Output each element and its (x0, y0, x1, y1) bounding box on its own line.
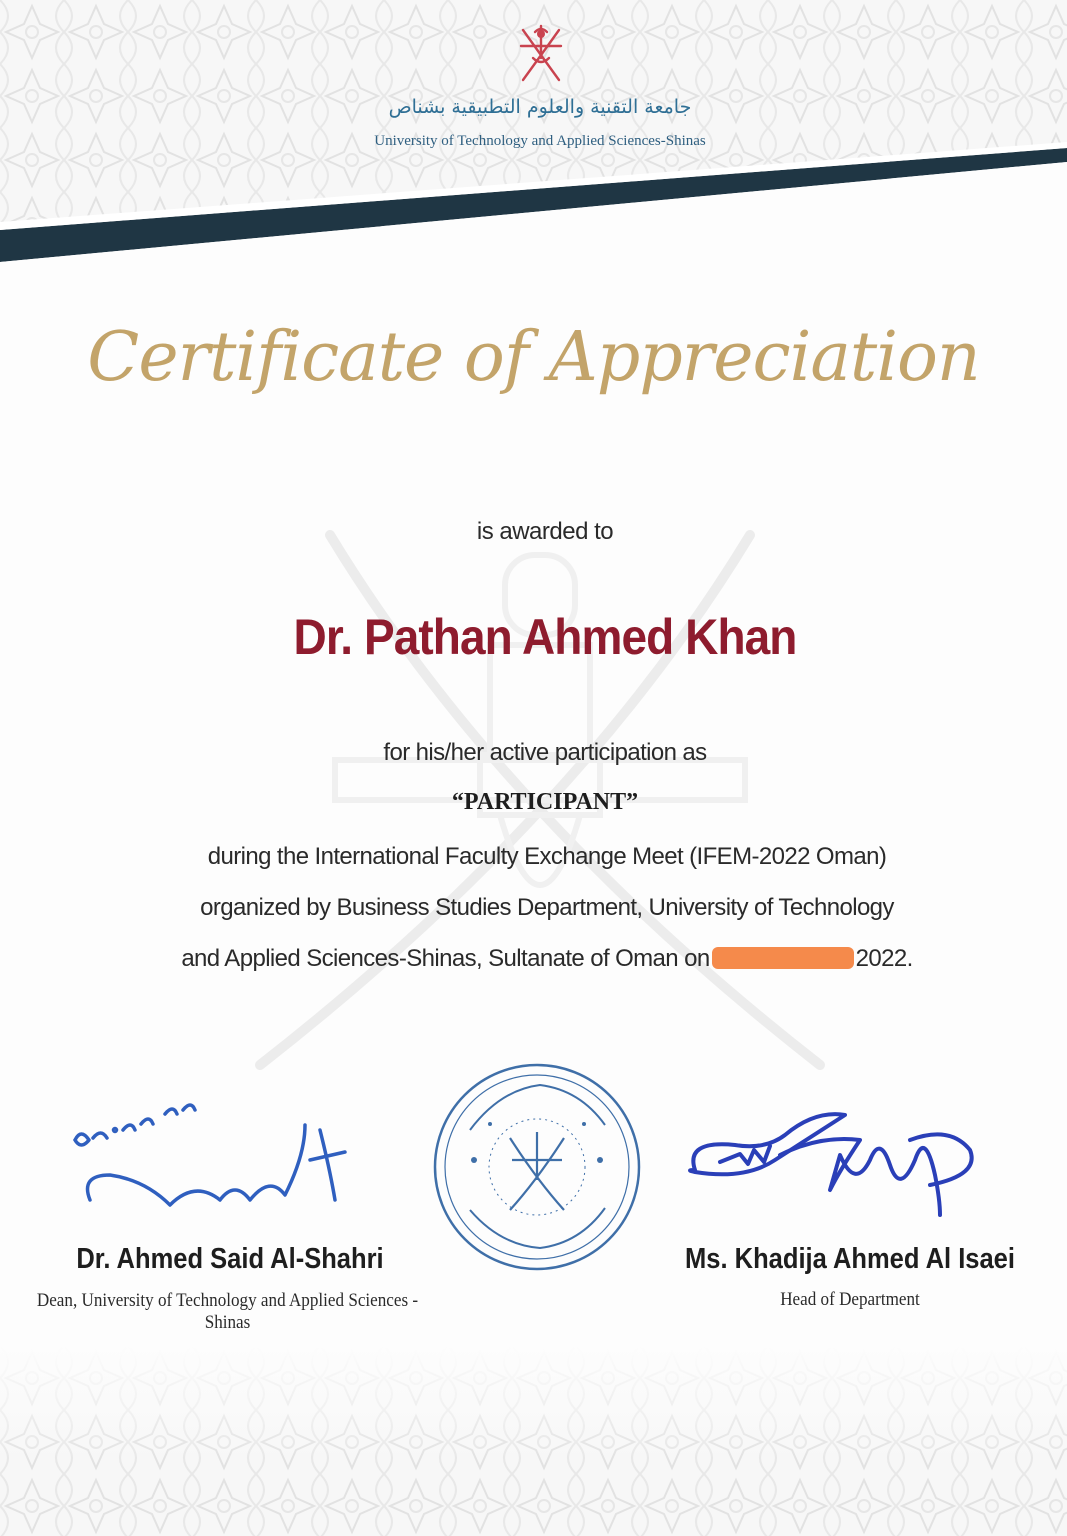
recipient-name: Dr. Pathan Ahmed Khan (293, 609, 797, 665)
body-line-3 (0, 945, 1067, 973)
oman-emblem-logo (513, 18, 569, 88)
awarded-to-text: is awarded to (476, 518, 614, 545)
university-name-arabic: جامعة التقنية والعلوم التطبيقية بشناص (388, 96, 692, 118)
dean-title: Dean, University of Technology and Applied Sciences - Shinas (36, 1290, 419, 1333)
date-redaction (712, 947, 854, 969)
hod-title: Head of Department (780, 1289, 920, 1310)
hod-signature (680, 1100, 1000, 1230)
participation-text: for his/her active participation as (383, 739, 707, 766)
body-line-3-start: and Applied Sciences-Shinas, Sultanate of Oman on (181, 945, 710, 972)
body-line-3-end: 2022. (855, 945, 913, 972)
decorative-pattern-bottom (0, 1346, 1067, 1536)
body-line-2: organized by Business Studies Department, University of Technology (200, 894, 894, 921)
participant-role: “PARTICIPANT” (451, 789, 639, 815)
certificate-title: Certificate of Appreciation (87, 318, 980, 397)
body-line-1: during the International Faculty Exchange Meet (IFEM-2022 Oman) (207, 843, 887, 870)
university-seal (430, 1060, 645, 1275)
hod-name: Ms. Khadija Ahmed Al Isaei (685, 1243, 1015, 1275)
dean-name: Dr. Ahmed Said Al-Shahri (76, 1243, 384, 1275)
dean-signature (65, 1100, 365, 1235)
university-name-english: University of Technology and Applied Sciences-Shinas (374, 133, 706, 149)
